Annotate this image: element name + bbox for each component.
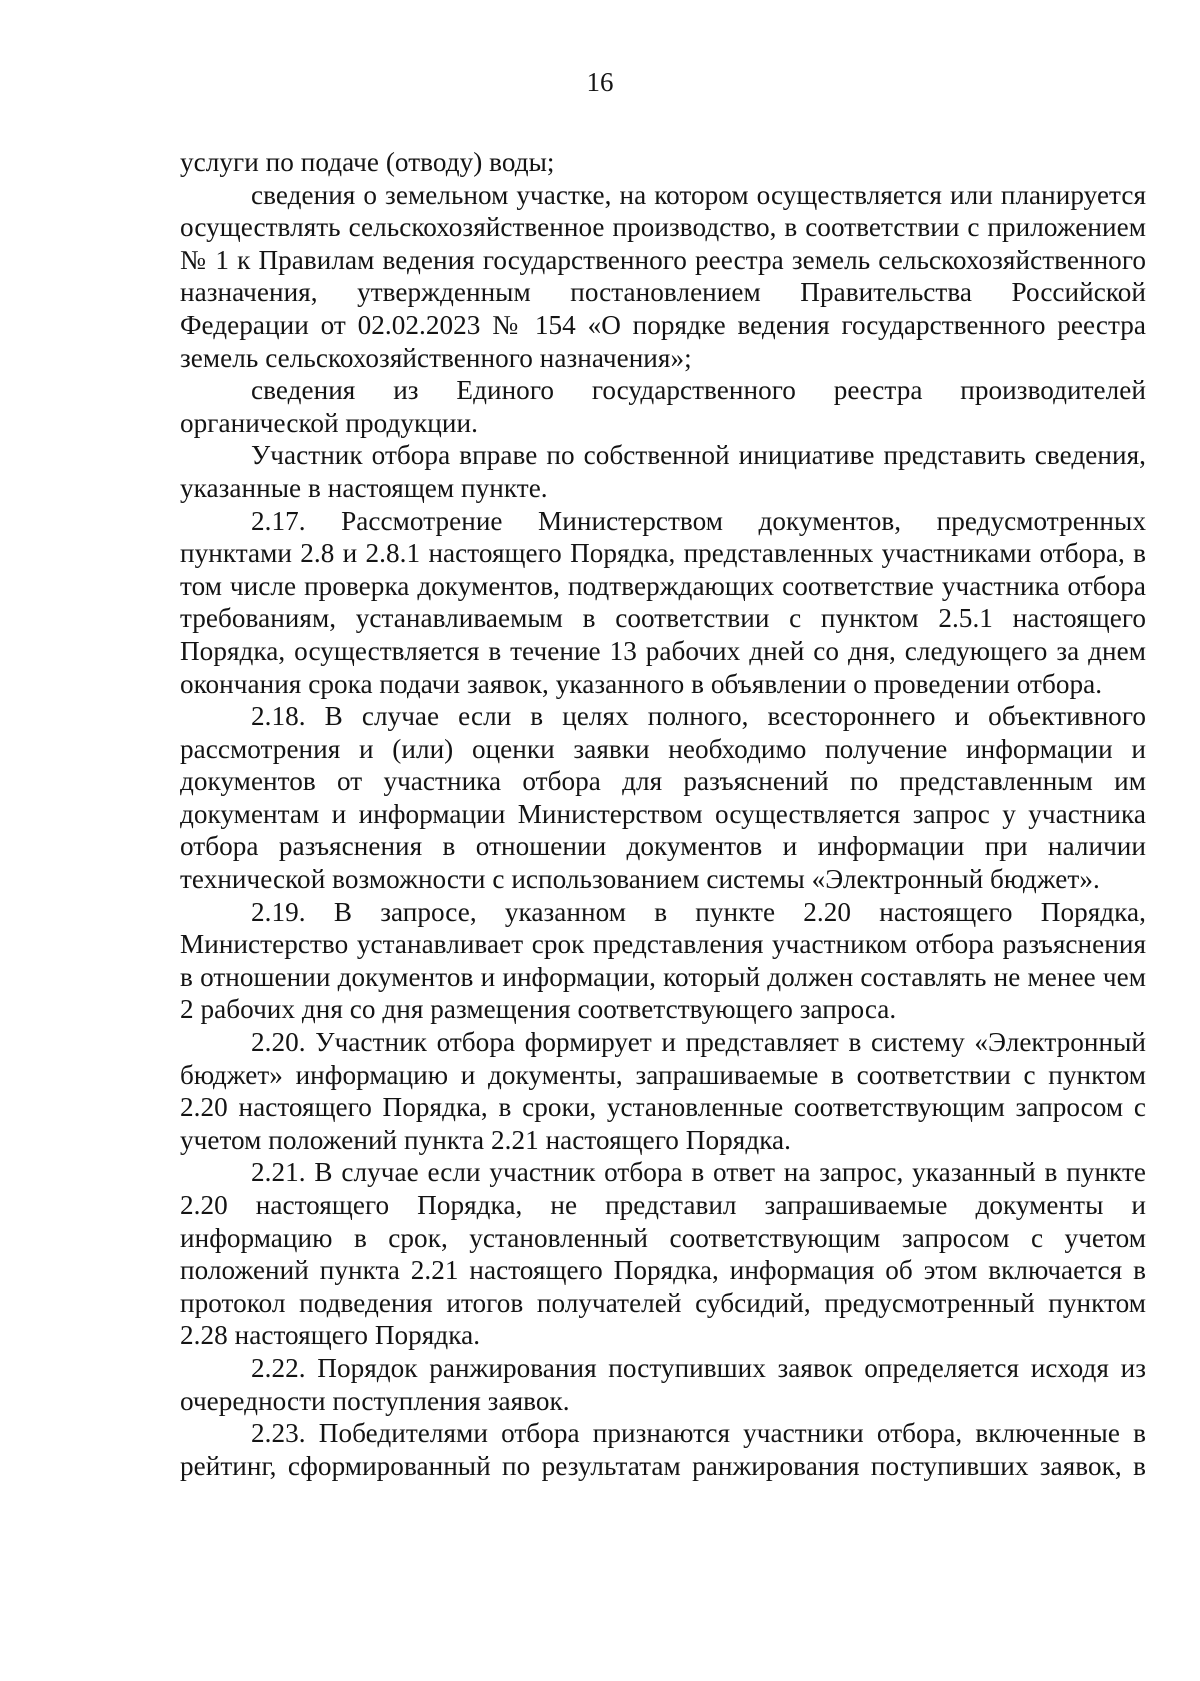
paragraph-2-20: 2.20. Участник отбора формирует и представляет в систему «Электронный бюджет» информацию и документы, запрашиваемые в соответствии с пунктом 2.20 настоящего Порядка, в сроки, установленные соответствующим запросом с учетом положений пункта 2.21 настоящего Порядка. xyxy=(180,1027,1146,1155)
paragraph-2-18: 2.18. В случае если в целях полного, всестороннего и объективного рассмотрения и (или) оценки заявки необходимо получение информации и документов от участника отбора для разъяснений по представленным им документам и информации Министерством осуществляется запрос у участника отбора разъяснения в отношении документов и информации при наличии технической возможности с использованием системы «Электронный бюджет». xyxy=(180,701,1146,895)
paragraph: сведения о земельном участке, на котором осуществляется или планируется осуществлять сельскохозяйственное производство, в соответствии с приложением № 1 к Правилам ведения государственного реестра земель сельскохозяйственного назначения, утвержденным постановлением Правительства Российской Федерации от 02.02.2023 № 154 «О порядке ведения государственного реестра земель сельскохозяйственного назначения»; xyxy=(180,179,1146,373)
paragraph-2-17: 2.17. Рассмотрение Министерством документов, предусмотренных пунктами 2.8 и 2.8.1 настоящего Порядка, представленных участниками отбора, в том числе проверка документов, подтверждающих соответствие участника отбора требованиям, устанавливаемым в соответствии с пунктом 2.5.1 настоящего Порядка, осуществляется в течение 13 рабочих дней со дня, следующего за днем окончания срока подачи заявок, указанного в объявлении о проведении отбора. xyxy=(180,505,1146,699)
paragraph: сведения из Единого государственного реестра производителей органической продукции. xyxy=(180,375,1146,438)
document-body xyxy=(180,146,1146,1482)
paragraph-2-23: 2.23. Победителями отбора признаются участники отбора, включенные в рейтинг, сформированный по результатам ранжирования поступивших заявок, в xyxy=(180,1418,1146,1481)
paragraph: Участник отбора вправе по собственной инициативе представить сведения, указанные в настоящем пункте. xyxy=(180,440,1146,503)
paragraph: услуги по подаче (отводу) воды; xyxy=(180,147,555,177)
paragraph-2-22: 2.22. Порядок ранжирования поступивших заявок определяется исходя из очередности поступления заявок. xyxy=(180,1352,1146,1416)
paragraph-2-19: 2.19. В запросе, указанном в пункте 2.20 настоящего Порядка, Министерство устанавливает срок представления участником отбора разъяснения в отношении документов и информации, который должен составлять не менее чем 2 рабочих дня со дня размещения соответствующего запроса. xyxy=(180,896,1146,1025)
paragraph-2-21: 2.21. В случае если участник отбора в ответ на запрос, указанный в пункте 2.20 настоящего Порядка, не представил запрашиваемые документы и информацию в срок, установленный соответствующим запросом с учетом положений пункта 2.21 настоящего Порядка, информация об этом включается в протокол подведения итогов получателей субсидий, предусмотренный пунктом 2.28 настоящего Порядка. xyxy=(180,1157,1146,1351)
page-number: 16 xyxy=(586,67,614,97)
